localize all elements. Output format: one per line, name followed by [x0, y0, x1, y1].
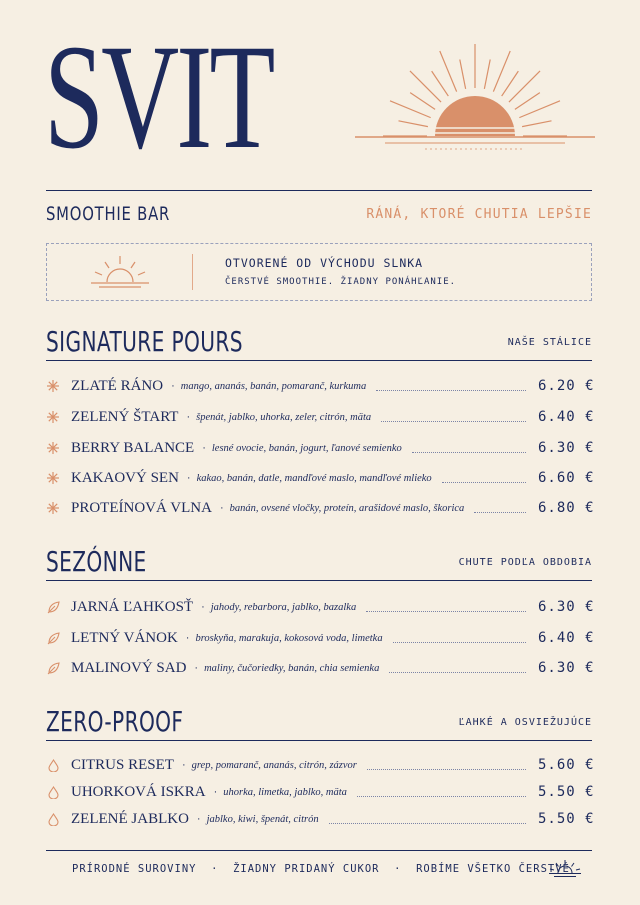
item-name: MALINOVÝ SAD — [71, 659, 187, 676]
dot-leader — [442, 472, 526, 483]
item-name: BERRY BALANCE — [71, 439, 195, 456]
item-name: ZELENÉ JABLKO — [71, 810, 189, 827]
section-title-signature: SIGNATURE POURS — [46, 325, 243, 358]
sunburst-asterisk-icon — [46, 501, 60, 515]
hours-divider — [192, 254, 193, 290]
section-title-seasonal: SEZÓNNE — [46, 545, 147, 578]
item-description: špenát, jablko, uhorka, zeler, citrón, mäta — [196, 411, 372, 423]
item-description: uhorka, limetka, jablko, mäta — [223, 786, 347, 798]
dot-leader — [366, 601, 526, 612]
item-name: CITRUS RESET — [71, 756, 174, 773]
item-description: broskyňa, marakuja, kokosová voda, limetka — [195, 632, 383, 644]
sunburst-asterisk-icon — [46, 471, 60, 485]
item-name: JARNÁ ĽAHKOSŤ — [71, 598, 194, 615]
item-name: PROTEÍNOVÁ VLNA — [71, 499, 212, 516]
item-price: 6.20 € — [538, 378, 595, 394]
menu-item: KAKAOVÝ SEN · kakao, banán, datle, mandľové maslo, mandľové mlieko 6.60 € — [46, 467, 592, 489]
leaf-icon — [46, 661, 60, 675]
menu-item: UHORKOVÁ ISKRA · uhorka, limetka, jablko, mäta 5.50 € — [46, 781, 592, 803]
sunrise-icon — [87, 252, 153, 290]
header-rule — [46, 190, 592, 191]
item-price: 6.30 € — [538, 599, 595, 615]
item-price: 6.40 € — [538, 630, 595, 646]
item-description: banán, ovsené vločky, proteín, arašidové maslo, škorica — [229, 502, 465, 514]
item-name: KAKAOVÝ SEN — [71, 469, 179, 486]
menu-item: ZELENÉ JABLKO · jablko, kiwi, špenát, citrón 5.50 € — [46, 808, 592, 830]
section-rule — [46, 360, 592, 361]
item-description: jablko, kiwi, špenát, citrón — [206, 813, 319, 825]
item-price: 6.60 € — [538, 470, 595, 486]
item-price: 5.60 € — [538, 757, 595, 773]
dot-leader — [329, 813, 526, 824]
section-rule — [46, 740, 592, 741]
leaf-icon — [46, 600, 60, 614]
dot-leader — [412, 442, 526, 453]
water-drop-icon — [46, 785, 60, 799]
section-note-signature: NAŠE STÁLICE — [507, 337, 592, 348]
footer-rule — [46, 850, 592, 851]
hours-subline: ČERSTVÉ SMOOTHIE. ŽIADNY PONÁHĽANIE. — [225, 277, 457, 287]
section-rule — [46, 580, 592, 581]
section-note-seasonal: CHUTE PODĽA OBDOBIA — [458, 557, 592, 568]
item-description: mango, ananás, banán, pomaranč, kurkuma — [180, 380, 367, 392]
item-price: 6.80 € — [538, 500, 595, 516]
item-name: ZELENÝ ŠTART — [71, 408, 179, 425]
dot-leader — [376, 380, 526, 391]
menu-item: PROTEÍNOVÁ VLNA · banán, ovsené vločky, proteín, arašidové maslo, škorica 6.80 € — [46, 497, 592, 519]
item-price: 5.50 € — [538, 811, 595, 827]
item-name: LETNÝ VÁNOK — [71, 629, 178, 646]
sunrise-icon — [548, 858, 582, 878]
item-price: 6.30 € — [538, 440, 595, 456]
item-description: lesné ovocie, banán, jogurt, ľanové semienko — [211, 442, 402, 454]
item-description: grep, pomaranč, ananás, citrón, zázvor — [191, 759, 357, 771]
section-note-zero-proof: ĽAHKÉ A OSVIEŽUJÚCE — [458, 717, 592, 728]
footer-text: PRÍRODNÉ SUROVINY · ŽIADNY PRIDANÝ CUKOR · ROBÍME VŠETKO ČERSTVÉ — [72, 863, 570, 875]
menu-item: JARNÁ ĽAHKOSŤ · jahody, rebarbora, jablko, bazalka 6.30 € — [46, 596, 592, 618]
sunburst-asterisk-icon — [46, 410, 60, 424]
item-description: jahody, rebarbora, jablko, bazalka — [210, 601, 357, 613]
leaf-icon — [46, 631, 60, 645]
dot-leader — [389, 662, 526, 673]
dot-leader — [381, 411, 526, 422]
item-description: maliny, čučoriedky, banán, chia semienka — [204, 662, 380, 674]
tagline: RÁNÁ, KTORÉ CHUTIA LEPŠIE — [366, 207, 592, 222]
menu-item: BERRY BALANCE · lesné ovocie, banán, jogurt, ľanové semienko 6.30 € — [46, 437, 592, 459]
footer — [46, 858, 592, 880]
subtitle: SMOOTHIE BAR — [46, 203, 171, 225]
hours-headline: OTVORENÉ OD VÝCHODU SLNKA — [225, 256, 424, 270]
dot-leader — [393, 632, 526, 643]
item-description: kakao, banán, datle, mandľové maslo, mandľové mlieko — [196, 472, 432, 484]
menu-item: MALINOVÝ SAD · maliny, čučoriedky, banán, chia semienka 6.30 € — [46, 657, 592, 679]
sunburst-asterisk-icon — [46, 441, 60, 455]
item-price: 6.30 € — [538, 660, 595, 676]
dot-leader — [474, 502, 526, 513]
menu-item: LETNÝ VÁNOK · broskyňa, marakuja, kokosová voda, limetka 6.40 € — [46, 627, 592, 649]
item-price: 6.40 € — [538, 409, 595, 425]
water-drop-icon — [46, 812, 60, 826]
item-name: UHORKOVÁ ISKRA — [71, 783, 206, 800]
dot-leader — [367, 759, 526, 770]
menu-item: ZELENÝ ŠTART · špenát, jablko, uhorka, zeler, citrón, mäta 6.40 € — [46, 406, 592, 428]
dot-leader — [357, 786, 526, 797]
item-name: ZLATÉ RÁNO — [71, 377, 164, 394]
brand-logo: SVIT — [44, 14, 273, 180]
rising-sun-icon — [355, 38, 595, 168]
sunburst-asterisk-icon — [46, 379, 60, 393]
item-price: 5.50 € — [538, 784, 595, 800]
menu-item: ZLATÉ RÁNO · mango, ananás, banán, pomaranč, kurkuma 6.20 € — [46, 375, 592, 397]
menu-item: CITRUS RESET · grep, pomaranč, ananás, citrón, zázvor 5.60 € — [46, 754, 592, 776]
water-drop-icon — [46, 758, 60, 772]
hours-box — [46, 243, 592, 301]
section-title-zero-proof: ZERO-PROOF — [46, 705, 184, 738]
